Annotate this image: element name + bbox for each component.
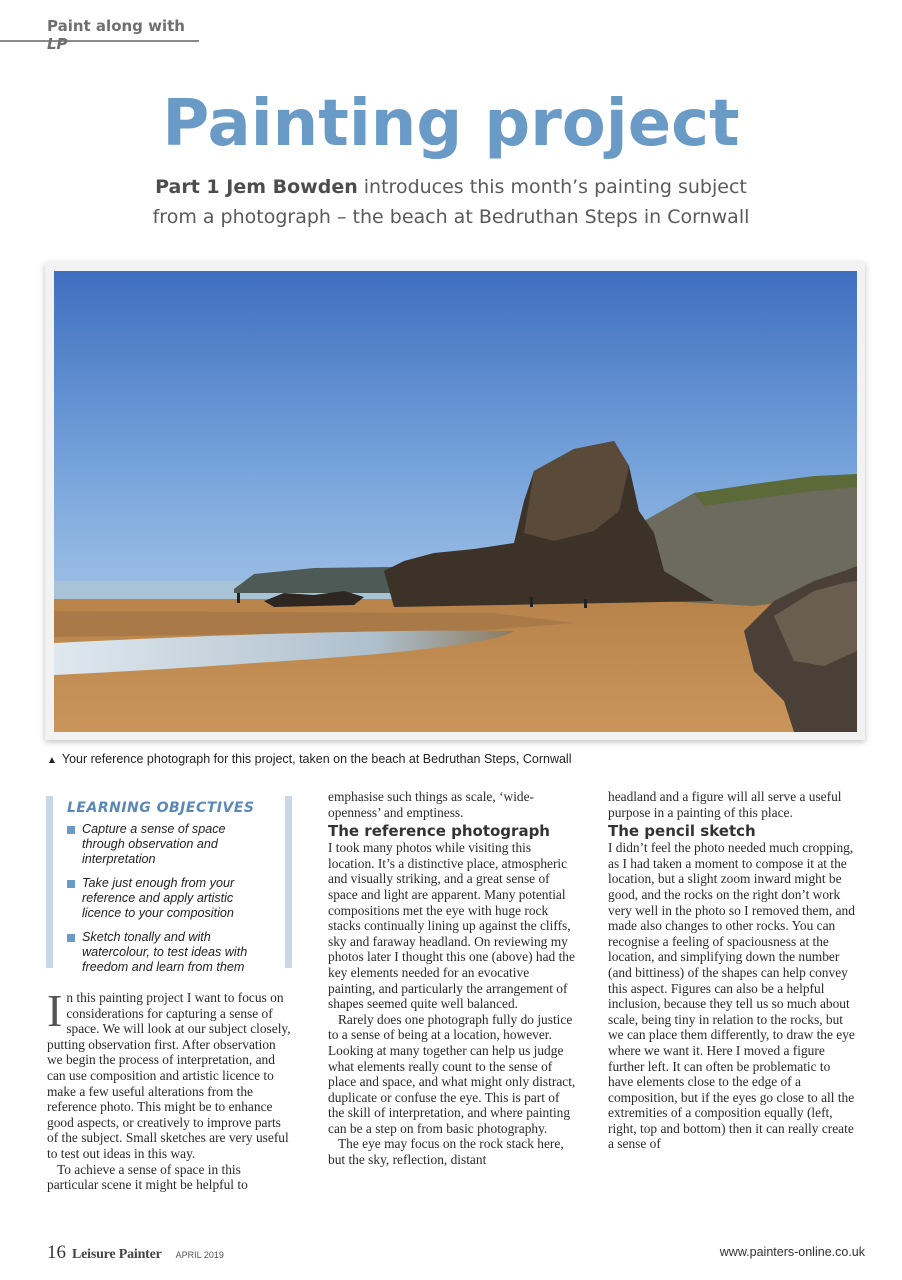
- subtitle-line1: introduces this month’s painting subject: [357, 176, 747, 198]
- triangle-up-icon: ▲: [47, 755, 57, 766]
- objective-item: Capture a sense of space through observation and interpretation: [67, 822, 271, 867]
- article-column-1: [47, 985, 293, 1193]
- figure: [237, 593, 240, 603]
- paragraph: Rarely does one photograph fully do justice to a sense of being at a location, however. Looking at many together can help us judge what elements really count to the sense of place and space, and what might only distract, duplicate or confuse the eye. This is part of the skill of interpretation, and where painting can be a step on from basic photography.: [328, 1011, 576, 1136]
- figure: [530, 597, 533, 607]
- intro-paragraph: In this painting project I want to focus on considerations for capturing a sense of space. We will look at our subject closely, putting observation first. After observation we begin the process of interpretation, and can use composition and artistic licence to make a few useful alterations from the reference photo. This might be to enhance good aspects, or creatively to improve parts of the subject. Small sketches are very useful to test out ideas in this way.: [47, 985, 291, 1161]
- bullet-square-icon: [67, 826, 75, 834]
- subtitle-author: Part 1 Jem Bowden: [155, 176, 358, 198]
- issue-date: APRIL 2019: [175, 1250, 224, 1260]
- page-number: 16: [47, 1242, 66, 1263]
- paragraph: To achieve a sense of space in this particular scene it might be helpful to: [47, 1161, 248, 1193]
- website-url: www.painters-online.co.uk: [719, 1245, 865, 1259]
- photo-caption: [47, 752, 572, 766]
- objective-item: Sketch tonally and with watercolour, to test ideas with freedom and learn from them: [67, 930, 271, 975]
- paragraph: The eye may focus on the rock stack here, but the sky, reflection, distant: [328, 1136, 564, 1168]
- reference-photo: [54, 271, 857, 732]
- paragraph: headland and a figure will all serve a useful purpose in a painting of this place.: [608, 789, 842, 820]
- subtitle-line2: from a photograph – the beach at Bedruthan Steps in Cornwall: [152, 206, 750, 228]
- article-column-2: [328, 789, 578, 1168]
- bullet-square-icon: [67, 934, 75, 942]
- paragraph: emphasise such things as scale, ‘wide-openness’ and emptiness.: [328, 789, 535, 820]
- bullet-square-icon: [67, 880, 75, 888]
- heading-reference-photograph: The reference photograph: [328, 822, 550, 841]
- caption-text: Your reference photograph for this project, taken on the beach at Bedruthan Steps, Cornwall: [61, 752, 572, 766]
- learning-objectives: [46, 796, 292, 974]
- paragraph: I took many photos while visiting this location. It’s a distinctive place, atmospheric and visually striking, and a great sense of space and light are apparent. Many potential compositions met the eye with huge rock stacks continually lining up against the cliffs, sky and faraway headland. On reviewing my photos later I thought this one (above) had the key elements needed for an evocative painting, and particularly the arrangement of shapes seemed quite well balanced.: [328, 840, 575, 1012]
- page-title: Painting project: [162, 87, 740, 161]
- article-column-3: [608, 789, 856, 1152]
- paragraph: I didn’t feel the photo needed much cropping, as I had taken a moment to compose it at the location, but a slight zoom inward might be good, and the rocks on the right don’t work very well in the photo so I removed them, and made also changes to other rocks. You can recognise a feeling of spaciousness at the location, and simplifying down the number (and bittiness) of the shapes can help convey this aspect. Figures can also be a helpful inclusion, because they tell us so much about scale, being tiny in relation to the rocks, but we can place them differently, to draw the eye where we want it. Here I moved a figure further left. It can often be problematic to have elements close to the edge of a composition, but if the eyes go close to all the extremities of a composition equally (left, right, top and bottom) then it can really create a sense of: [608, 840, 855, 1152]
- section-magazine: LP: [47, 35, 68, 53]
- drop-cap: I: [47, 985, 63, 1036]
- subtitle: [0, 172, 902, 232]
- footer-left: [47, 1242, 224, 1264]
- figure: [584, 599, 587, 608]
- objective-item: Take just enough from your reference and apply artistic licence to your composition: [67, 876, 271, 921]
- section-prefix: Paint along with: [47, 17, 185, 35]
- objectives-list: [67, 822, 271, 975]
- section-tag: [0, 14, 199, 53]
- magazine-logo: Leisure Painter: [72, 1247, 162, 1262]
- heading-pencil-sketch: The pencil sketch: [608, 822, 756, 841]
- reference-photo-frame: [45, 262, 865, 740]
- objectives-heading: LEARNING OBJECTIVES: [67, 800, 255, 816]
